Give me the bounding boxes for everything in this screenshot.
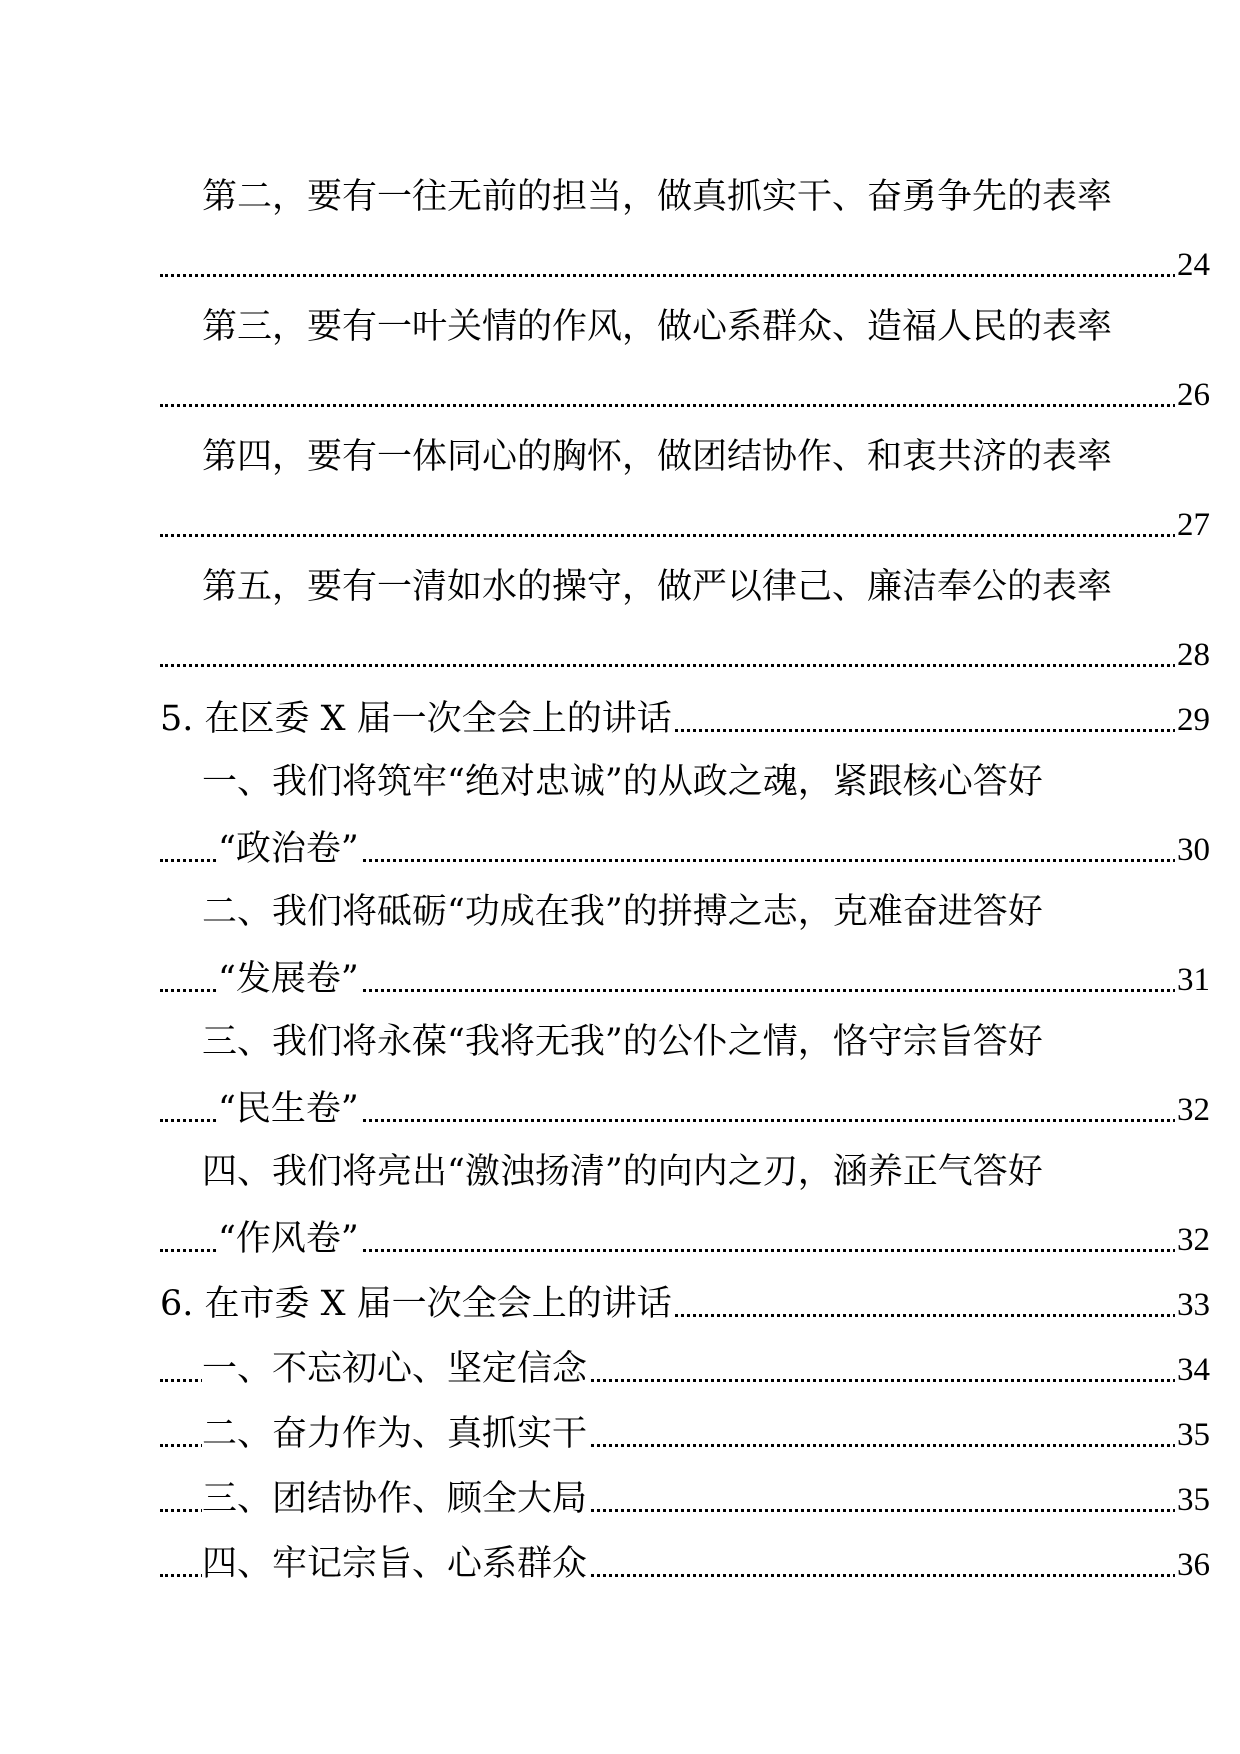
toc-heading-line <box>160 550 1210 615</box>
toc-entry-text: 第四，要有一体同心的胸怀，做团结协作、和衷共济的表率 <box>202 437 1113 477</box>
toc-page-number: 32 <box>1177 1222 1210 1258</box>
toc-entry-text: 二、我们将砥砺“功成在我”的拼搏之志，克难奋进答好 <box>202 892 1043 932</box>
toc-entry <box>160 1395 1210 1460</box>
toc-page-number: 26 <box>1177 377 1210 413</box>
toc-entry-text: 第五，要有一清如水的操守，做严以律己、廉洁奉公的表率 <box>202 567 1113 607</box>
toc-heading-line <box>160 875 1210 940</box>
toc-heading-line <box>160 160 1210 225</box>
toc-entry <box>160 485 1210 550</box>
toc-page-number: 35 <box>1177 1417 1210 1453</box>
table-of-contents <box>160 160 1210 1590</box>
toc-page-number: 35 <box>1177 1482 1210 1518</box>
toc-entry <box>160 1525 1210 1590</box>
toc-heading-line <box>160 290 1210 355</box>
toc-entry <box>160 615 1210 680</box>
toc-entry-text: 6. 在市委 X 届一次全会上的讲话 <box>160 1284 672 1324</box>
toc-entry <box>160 1330 1210 1395</box>
toc-page-number: 30 <box>1177 832 1210 868</box>
toc-entry-text: 四、牢记宗旨、心系群众 <box>202 1544 588 1584</box>
toc-entry-text: “作风卷” <box>218 1219 359 1259</box>
toc-entry <box>160 810 1210 875</box>
toc-page-number: 31 <box>1177 962 1210 998</box>
toc-page-number: 33 <box>1177 1287 1210 1323</box>
toc-entry-text: 四、我们将亮出“激浊扬清”的向内之刃，涵养正气答好 <box>202 1152 1043 1192</box>
toc-entry-text: 三、团结协作、顾全大局 <box>202 1479 588 1519</box>
toc-page-number: 28 <box>1177 637 1210 673</box>
dot-leader <box>160 664 1176 667</box>
toc-page-number: 29 <box>1177 702 1210 738</box>
toc-entry-text: 5. 在区委 X 届一次全会上的讲话 <box>160 699 672 739</box>
toc-entry <box>160 940 1210 1005</box>
toc-page-number: 27 <box>1177 507 1210 543</box>
toc-entry-text: “发展卷” <box>218 959 359 999</box>
dot-leader <box>160 404 1176 407</box>
toc-page-number: 36 <box>1177 1547 1210 1583</box>
dot-leader <box>160 534 1176 537</box>
toc-entry-text: “民生卷” <box>218 1089 359 1129</box>
toc-heading-line <box>160 1135 1210 1200</box>
toc-entry <box>160 1460 1210 1525</box>
toc-entry-text: “政治卷” <box>218 829 359 869</box>
toc-entry-text: 三、我们将永葆“我将无我”的公仆之情，恪守宗旨答好 <box>202 1022 1043 1062</box>
toc-page-number: 32 <box>1177 1092 1210 1128</box>
toc-entry-text: 二、奋力作为、真抓实干 <box>202 1414 588 1454</box>
toc-entry <box>160 1265 1210 1330</box>
toc-entry-text: 第二，要有一往无前的担当，做真抓实干、奋勇争先的表率 <box>202 177 1113 217</box>
toc-page-number: 34 <box>1177 1352 1210 1388</box>
toc-entry-text: 一、我们将筑牢“绝对忠诚”的从政之魂，紧跟核心答好 <box>202 762 1043 802</box>
dot-leader <box>160 274 1176 277</box>
toc-entry <box>160 1070 1210 1135</box>
toc-entry <box>160 355 1210 420</box>
toc-entry <box>160 1200 1210 1265</box>
toc-entry <box>160 225 1210 290</box>
toc-entry-text: 第三，要有一叶关情的作风，做心系群众、造福人民的表率 <box>202 307 1113 347</box>
toc-entry <box>160 680 1210 745</box>
toc-page-number: 24 <box>1177 247 1210 283</box>
toc-heading-line <box>160 1005 1210 1070</box>
toc-entry-text: 一、不忘初心、坚定信念 <box>202 1349 588 1389</box>
toc-heading-line <box>160 420 1210 485</box>
toc-heading-line <box>160 745 1210 810</box>
